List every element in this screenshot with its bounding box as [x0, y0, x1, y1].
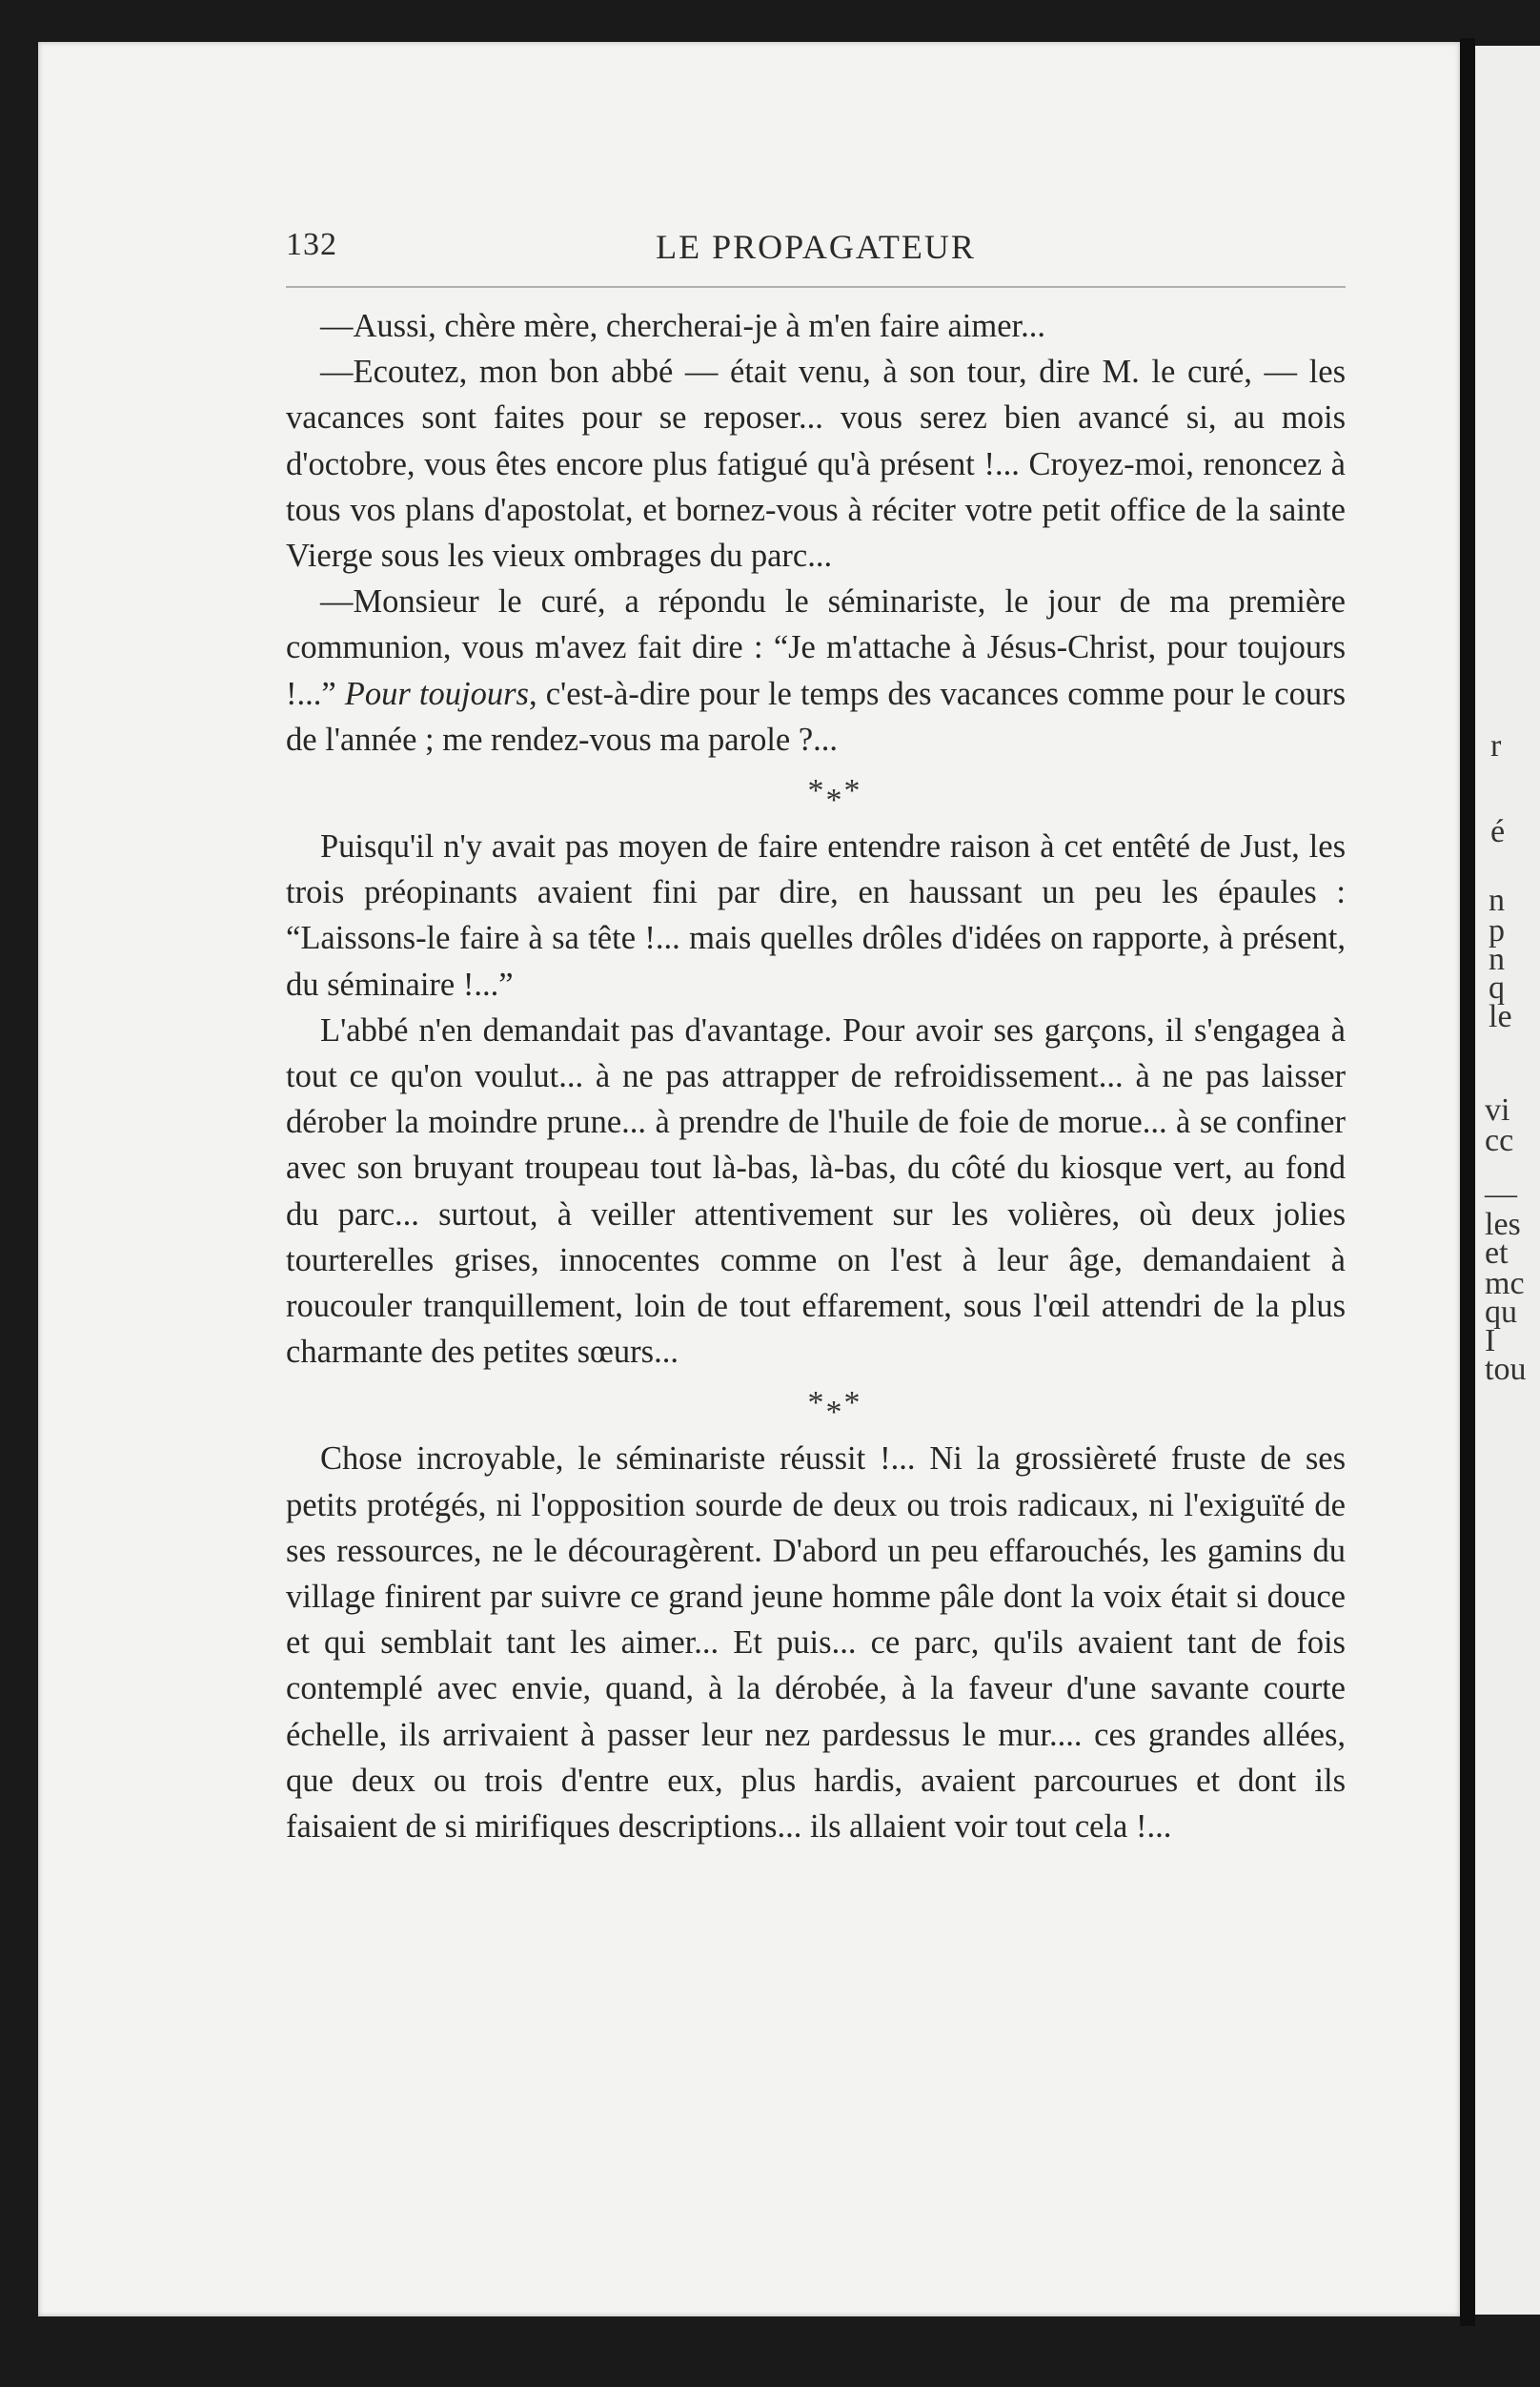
fragment: les — [1485, 1207, 1521, 1242]
page-header — [286, 227, 1346, 275]
header-rule — [286, 286, 1346, 288]
paragraph: Puisqu'il n'y avait pas moyen de faire entendre raison à cet entêté de Just, les trois préopinants avaient fini par dire, en haussant un peu les épaules : “Laissons-le faire à sa tête !... mais quelles drôles d'idées on rapporte, à présent, du séminaire !...” — [286, 828, 1346, 1003]
fragment: mc — [1485, 1266, 1525, 1301]
asterism-star: * — [807, 773, 826, 809]
italic-phrase: Pour toujours — [344, 675, 529, 712]
asterism-star: * — [843, 1385, 862, 1421]
running-title: LE PROPAGATEUR — [656, 228, 976, 266]
paragraph-text: , c'est-à-dire pour le temps des vacances comme pour le cours de l'année ; me rendez-vous ma parole ?... — [286, 675, 1346, 758]
asterism-divider — [324, 1377, 1346, 1430]
fragment: q — [1489, 970, 1505, 1006]
fragment: le — [1489, 999, 1512, 1034]
fragment: n — [1489, 883, 1505, 918]
asterism-star: * — [843, 773, 862, 809]
paragraph: —Ecoutez, mon bon abbé — était venu, à son tour, dire M. le curé, — les vacances sont faites pour se reposer... vous serez bien avancé si, au mois d'octobre, vous êtes encore plus fatigué qu'à présent !... Croyez-moi, renoncez à tous vos plans d'apostolat, et bornez-vous à réciter votre petit office de la sainte Vierge sous les vieux ombrages du parc... — [286, 354, 1346, 575]
paragraph: —Aussi, chère mère, chercherai-je à m'en faire aimer... — [320, 308, 1045, 344]
fragment: I — [1485, 1323, 1496, 1358]
asterism-star: * — [825, 1395, 844, 1431]
fragment: n — [1489, 942, 1505, 977]
asterism-divider — [324, 765, 1346, 818]
paragraph: L'abbé n'en demandait pas d'avantage. Pour avoir ses garçons, il s'engagea à tout ce qu'on voulut... à ne pas attrapper de refroidissement... à ne pas laisser dérober la moindre prune... à prendre de l'huile de foie de morue... à se confiner avec son bruyant troupeau tout là-bas, là-bas, du côté du kiosque vert, au fond du parc... surtout, à veiller attentivement sur les volières, où deux jolies tourterelles grises, innocentes comme on l'est à leur âge, demandaient à roucouler tranquillement, loin de tout effarement, sous l'œil attendri de la plus charmante des petites sœurs... — [286, 1011, 1346, 1371]
fragment: r — [1490, 728, 1502, 764]
page-body — [286, 303, 1346, 1849]
adjacent-page-edge — [1475, 46, 1540, 2315]
page-number: 132 — [286, 227, 337, 262]
fragment: — — [1485, 1176, 1517, 1212]
paragraph — [286, 579, 1346, 763]
page-gutter — [1460, 38, 1475, 2326]
fragment: et — [1485, 1235, 1509, 1271]
fragment: p — [1489, 913, 1505, 949]
fragment: vi — [1485, 1092, 1510, 1128]
fragment: tou — [1485, 1352, 1527, 1387]
fragment: é — [1490, 814, 1506, 849]
paragraph-text: —Monsieur le curé, a répondu le séminariste, le jour de ma première communion, vous m'avez fait dire : “Je m'attache à Jésus-Christ, pour toujours !...” — [286, 583, 1346, 712]
fragment: cc — [1485, 1123, 1514, 1158]
asterism-star: * — [825, 783, 844, 819]
paragraph: Chose incroyable, le séminariste réussit !... Ni la grossièreté fruste de ses petits protégés, ni l'opposition sourde de deux ou trois radicaux, ni l'exiguïté de ses ressources, ne le découragèrent. D'abord un peu effarouchés, les gamins du village finirent par suivre ce grand jeune homme pâle dont la voix était si douce et qui semblait tant les aimer... Et puis... ce parc, qu'ils avaient tant de fois contemplé avec envie, quand, à la dérobée, à la faveur d'une savante courte échelle, ils arrivaient à passer leur nez pardessus le mur.... ces grandes allées, que deux ou trois d'entre eux, plus hardis, avaient parcourues et dont ils faisaient de si mirifiques descriptions... ils allaient voir tout cela !... — [286, 1440, 1346, 1846]
asterism-star: * — [807, 1385, 826, 1421]
fragment: qu — [1485, 1295, 1517, 1330]
